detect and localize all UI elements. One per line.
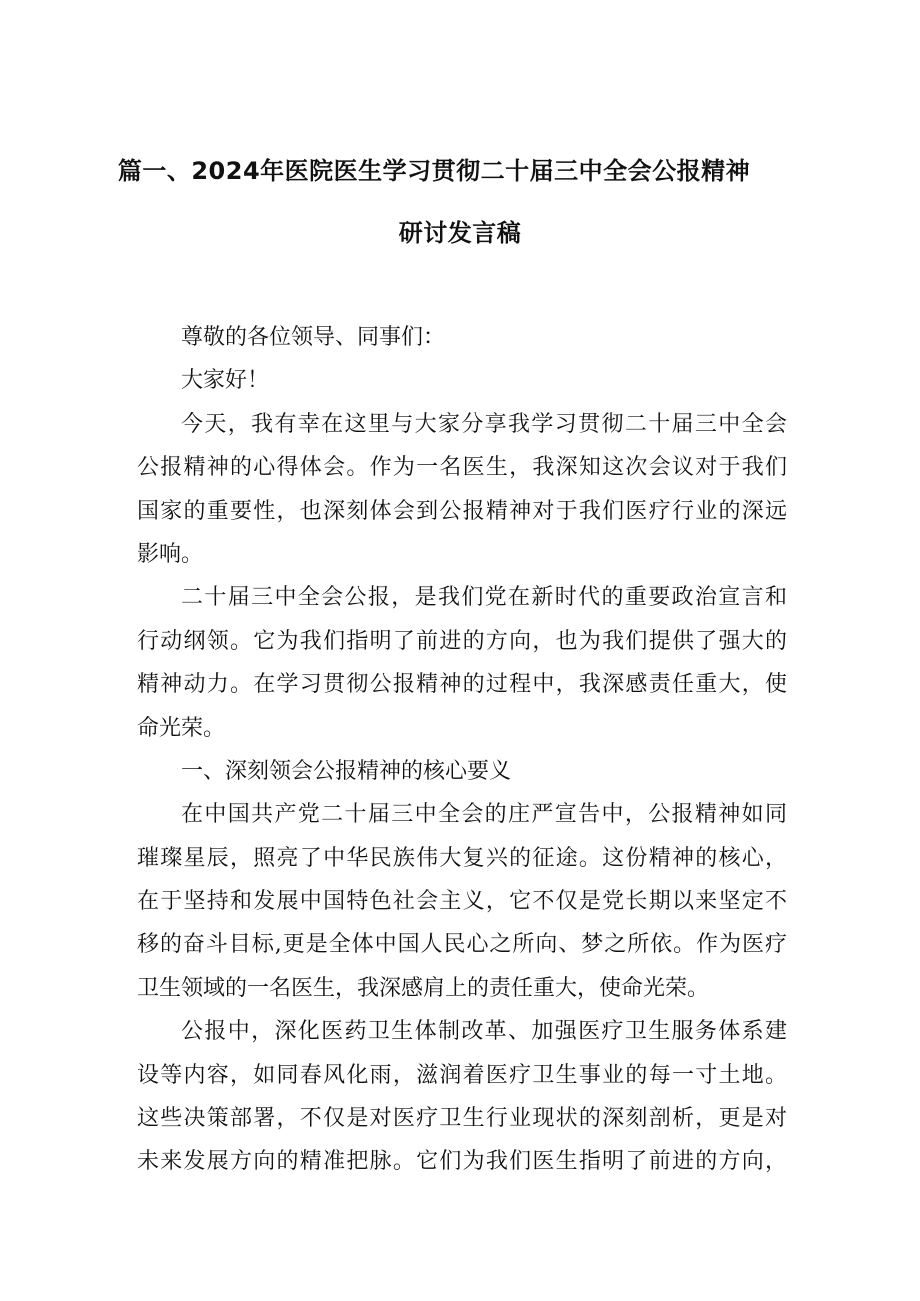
paragraph-line: 今天，我有幸在这里与大家分享我学习贯彻二十届三中全会 xyxy=(181,411,787,437)
paragraph-line: 公报精神的心得体会。作为一名医生，我深知这次会议对于我们 xyxy=(137,455,787,481)
paragraph-line: 卫生领域的一名医生，我深感肩上的责任重大，使命光荣。 xyxy=(137,975,710,1001)
paragraph-line: 璀璨星辰，照亮了中华民族伟大复兴的征途。这份精神的核心， xyxy=(137,845,787,871)
paragraph-line: 行动纲领。它为我们指明了前进的方向，也为我们提供了强大的 xyxy=(137,628,787,654)
paragraph-line: 这些决策部署，不仅是对医疗卫生行业现状的深刻剖析，更是对 xyxy=(137,1106,787,1132)
document-title-line-2: 研讨发言稿 xyxy=(398,219,522,247)
document-title-line-1: 篇一、2024年医院医生学习贯彻二十届三中全会公报精神 xyxy=(117,157,751,185)
greeting: 大家好！ xyxy=(181,368,270,394)
paragraph-line: 二十届三中全会公报，是我们党在新时代的重要政治宣言和 xyxy=(181,585,787,611)
paragraph-line: 移的奋斗目标,更是全体中国人民心之所向、梦之所依。作为医疗 xyxy=(137,932,787,958)
section-heading: 一、深刻领会公报精神的核心要义 xyxy=(181,758,512,784)
paragraph-line: 国家的重要性，也深刻体会到公报精神对于我们医疗行业的深远 xyxy=(137,498,787,524)
paragraph-line: 命光荣。 xyxy=(137,715,226,741)
paragraph-line: 在于坚持和发展中国特色社会主义，它不仅是党长期以来坚定不 xyxy=(137,889,787,915)
paragraph-line: 公报中，深化医药卫生体制改革、加强医疗卫生服务体系建 xyxy=(181,1019,787,1045)
paragraph-line: 未来发展方向的精准把脉。它们为我们医生指明了前进的方向， xyxy=(137,1149,787,1175)
paragraph-line: 在中国共产党二十届三中全会的庄严宣告中，公报精神如同 xyxy=(181,802,787,828)
salutation: 尊敬的各位领导、同事们： xyxy=(181,325,446,350)
paragraph-line: 设等内容，如同春风化雨，滋润着医疗卫生事业的每一寸土地。 xyxy=(137,1062,787,1088)
paragraph-line: 精神动力。在学习贯彻公报精神的过程中，我深感责任重大，使 xyxy=(137,672,787,698)
document-body xyxy=(137,316,787,1184)
paragraph-line: 影响。 xyxy=(137,541,204,567)
